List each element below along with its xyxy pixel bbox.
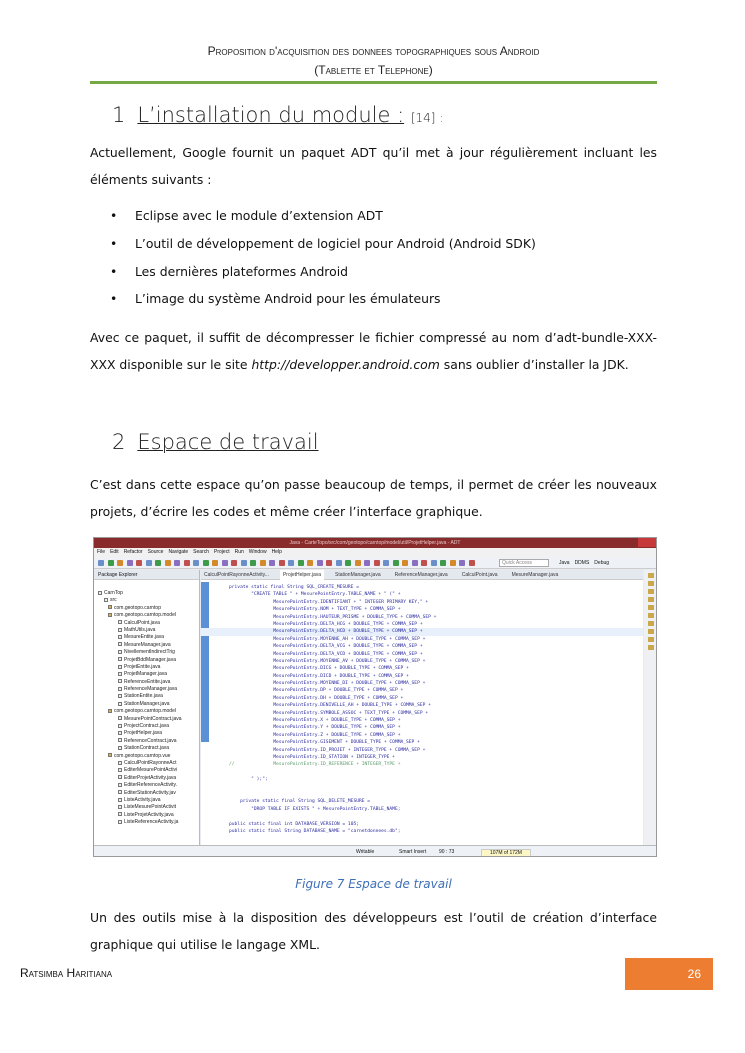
tree-item — [94, 612, 199, 619]
toolbar-icon — [374, 560, 380, 566]
tree-item — [94, 657, 199, 664]
bullet-item: • Les dernières plateformes Android — [110, 264, 348, 279]
close-icon — [638, 538, 656, 547]
java-file-icon — [118, 812, 122, 816]
toolbar-icon — [298, 560, 304, 566]
code-line: MesurePointEntry.DICD + DOUBLE_TYPE + COMMA_SEP + — [229, 673, 409, 679]
section2-paragraph: C’est dans cette espace qu’on passe beaucoup de temps, il permet de créer les nouveaux projets, d’écrire les codes et même créer l’interface graphique. — [90, 477, 657, 519]
code-line: MesurePointEntry.DELTA_HCD + DOUBLE_TYPE + COMMA_SEP + — [201, 628, 643, 635]
tree-item — [94, 597, 199, 604]
menu-item: Navigate — [168, 549, 189, 555]
toolbar-icon — [193, 560, 199, 566]
java-file-icon — [118, 724, 122, 728]
footer-author: Ratsimba Haritiana — [20, 966, 113, 980]
tree-item-label: com.geotopo.carntop.model — [114, 612, 176, 619]
package-icon — [108, 613, 112, 617]
tree-item-label: MesureManager.java — [124, 641, 171, 648]
tree-item — [94, 812, 199, 819]
editor-tab: ReferenceManager.java — [394, 572, 448, 578]
java-file-icon — [118, 798, 122, 802]
perspective-switcher: Java DDMS Debug — [559, 560, 610, 566]
code-line: MesurePointEntry.DH + DOUBLE_TYPE + COMMA_SEP + — [229, 695, 404, 701]
java-file-icon — [118, 805, 122, 809]
tree-item — [94, 745, 199, 752]
code-line — [201, 791, 643, 798]
tree-item-label: com.geotopo.carntop.model — [114, 708, 176, 715]
tree-item — [94, 686, 199, 693]
tree-item-label: ListeReferenceActivity.ja — [124, 819, 179, 826]
code-line: " );"; — [229, 777, 268, 783]
toolbar-icon — [136, 560, 142, 566]
code-line: MesurePointEntry.GISEMENT + DOUBLE_TYPE + COMMA_SEP + — [229, 740, 420, 746]
code-line — [201, 813, 643, 820]
java-file-icon — [118, 702, 122, 706]
bullet-item: • L’image du système Android pour les émulateurs — [110, 291, 441, 306]
toolbar-icon — [108, 560, 114, 566]
package-icon — [108, 709, 112, 713]
code-line: MesurePointEntry.MOYENNE_AV + DOUBLE_TYPE + COMMA_SEP + — [229, 658, 426, 664]
editor-tab: ProjetHelper.java — [280, 570, 324, 580]
status-bar — [94, 845, 657, 857]
tree-item — [94, 693, 199, 700]
toolbar-icon — [174, 560, 180, 566]
tree-item-label: EditerReferenceActivity. — [124, 782, 177, 789]
tree-item-label: ListeProjetActivity.java — [124, 811, 174, 818]
package-explorer-title: Package Explorer — [94, 570, 199, 580]
section-heading-1: 1 L’installation du module : [14] : — [112, 103, 444, 127]
java-file-icon — [118, 746, 122, 750]
tree-item — [94, 664, 199, 671]
toolbar-icon — [98, 560, 104, 566]
tree-item — [94, 649, 199, 656]
code-line: private static final String SQL_DELETE_MESURE = — [229, 799, 371, 805]
bullet-item: • Eclipse avec le module d’extension ADT — [110, 208, 383, 223]
java-file-icon — [118, 694, 122, 698]
tree-item-label: StationContract.java — [124, 745, 170, 752]
code-line: MesurePointEntry.DELTA_VCG + DOUBLE_TYPE + COMMA_SEP + — [229, 644, 423, 650]
code-line: MesurePointEntry.DENIVELLE_AH + DOUBLE_TYPE + COMMA_SEP + — [229, 703, 431, 709]
code-line: MesurePointEntry.ID_STATION + INTEGER_TYPE + — [229, 754, 395, 760]
running-header-line2: (Tablette et Telephone) — [314, 63, 433, 77]
code-line — [201, 769, 643, 776]
tree-item-label: CalculPoint.java — [124, 619, 160, 626]
editor-tab: MesureManager.java — [511, 572, 559, 578]
toolbar-icon — [155, 560, 161, 566]
tree-item-label: ListeActivity.java — [124, 796, 161, 803]
tree-item — [94, 753, 199, 760]
toolbar-icon — [212, 560, 218, 566]
code-line: // MesurePointEntry.ID_REFERENCE + INTEGER_TYPE + — [229, 762, 401, 768]
code-line: MesurePointEntry.MOYENNE_DI + DOUBLE_TYPE + COMMA_SEP + — [229, 681, 426, 687]
tree-item — [94, 790, 199, 797]
java-file-icon — [118, 775, 122, 779]
tree-item-label: EditerMesurePointActivi — [124, 767, 178, 774]
java-file-icon — [118, 820, 122, 824]
header-rule — [90, 81, 657, 84]
tree-item-label: EditerStationActivity.jav — [124, 789, 176, 796]
toolbar-icon — [345, 560, 351, 566]
window-title-bar: Java - CarteTopo/src/com/geotopo/carntop/model/util/ProjetHelper.java - ADT — [94, 538, 656, 548]
toolbar-icon — [450, 560, 456, 566]
package-icon — [108, 753, 112, 757]
tree-item-label: ReferenceEntite.java — [124, 678, 171, 685]
tree-item-label: ProjetHelper.java — [124, 730, 163, 737]
java-file-icon — [118, 665, 122, 669]
code-line: MesurePointEntry.DELTA_VCD + DOUBLE_TYPE + COMMA_SEP + — [229, 651, 423, 657]
code-line: MesurePointEntry.DP + DOUBLE_TYPE + COMMA_SEP + — [229, 688, 404, 694]
editor-tab: StationManager.java — [335, 572, 381, 578]
menu-item: Run — [234, 549, 244, 555]
tree-item — [94, 634, 199, 641]
section1-paragraph: Avec ce paquet, il suffit de décompresser le fichier compressé au nom d’adt-bundle-XXX-XXX disponible sur le site http://developper.android.com sans oublier d’installer la JDK. — [90, 330, 657, 372]
toolbar-icon — [222, 560, 228, 566]
tree-item — [94, 605, 199, 612]
toolbar-icon — [288, 560, 294, 566]
toolbar-icon — [412, 560, 418, 566]
tree-item-label: CarnTop — [104, 590, 123, 596]
toolbar-icon — [393, 560, 399, 566]
code-line: MesurePointEntry.NOM + TEXT_TYPE + COMMA_SEP + — [229, 607, 401, 613]
tree-item — [94, 708, 199, 715]
java-file-icon — [118, 768, 122, 772]
status-memory: 107M of 172M — [481, 849, 531, 857]
toolbar-icon — [355, 560, 361, 566]
status-insert-mode: Smart Insert — [399, 849, 427, 855]
java-file-icon — [118, 657, 122, 661]
toolbar-icon — [260, 560, 266, 566]
java-file-icon — [118, 738, 122, 742]
menu-item: Refactor — [123, 549, 143, 555]
code-line: MesurePointEntry.HAUTEUR_PRISME + DOUBLE_TYPE + COMMA_SEP + — [229, 614, 437, 620]
toolbar-icon — [431, 560, 437, 566]
code-line: "CREATE TABLE " + MesurePointEntry.TABLE_NAME + " (" + — [229, 592, 401, 598]
editor-tab: CalculPoint.java — [461, 572, 498, 578]
tree-item-label: StationEntite.java — [124, 693, 163, 700]
java-file-icon — [118, 679, 122, 683]
figure-caption: Figure 7 Espace de travail — [295, 877, 452, 891]
java-file-icon — [118, 783, 122, 787]
toolbar-icon — [231, 560, 237, 566]
tree-item — [94, 642, 199, 649]
tree-item-label: MesurePointContract.java — [124, 715, 182, 722]
tree-item — [94, 620, 199, 627]
toolbar-icon — [250, 560, 256, 566]
tree-item-label: StationManager.java — [124, 700, 170, 707]
tree-item-label: NivellementIndirectTrig — [124, 649, 175, 656]
toolbar-icon — [127, 560, 133, 566]
toolbar-icon — [440, 560, 446, 566]
tree-item-label: MesureEntite.java — [124, 634, 165, 641]
menu-item: Search — [193, 549, 210, 555]
code-line: public static final int DATABASE_VERSION = 105; — [229, 821, 359, 827]
java-file-icon — [118, 642, 122, 646]
tree-item — [94, 775, 199, 782]
code-line: MesurePointEntry.SYMBOLE_ASSOC + TEXT_TYPE + COMMA_SEP + — [229, 710, 429, 716]
menu-bar — [94, 548, 656, 557]
tree-item-label: ProjectContract.java — [124, 723, 170, 730]
code-line: MesurePointEntry.ID_PROJET + INTEGER_TYPE + COMMA_SEP + — [229, 747, 426, 753]
toolbar-icon — [402, 560, 408, 566]
toolbar-icon — [269, 560, 275, 566]
toolbar-icon — [317, 560, 323, 566]
tree-item — [94, 797, 199, 804]
tree-item — [94, 679, 199, 686]
tree-item — [94, 738, 199, 745]
code-line: MesurePointEntry.IDENTIFIANT + " INTEGER PRIMARY KEY," + — [229, 599, 429, 605]
toolbar-icon — [146, 560, 152, 566]
tree-item — [94, 723, 199, 730]
java-file-icon — [118, 650, 122, 654]
java-file-icon — [118, 635, 122, 639]
running-header-line1: Proposition d'acquisition des donnees topographiques sous Android — [207, 44, 540, 58]
menu-item: Window — [248, 549, 267, 555]
right-trim-toolbar — [644, 570, 657, 845]
code-line: MesurePointEntry.Y + DOUBLE_TYPE + COMMA_SEP + — [229, 725, 401, 731]
code-line: MesurePointEntry.X + DOUBLE_TYPE + COMMA_SEP + — [229, 718, 401, 724]
menu-item: Project — [214, 549, 230, 555]
menu-item: Edit — [110, 549, 119, 555]
menu-item: Source — [147, 549, 164, 555]
tree-item — [94, 627, 199, 634]
tree-item-label: CalculPointRayonneAct — [124, 759, 177, 766]
quick-access-field: Quick Access — [499, 559, 549, 567]
java-file-icon — [118, 761, 122, 765]
package-icon — [104, 598, 108, 602]
code-editor — [201, 570, 643, 845]
toolbar-icon — [184, 560, 190, 566]
code-line: MesurePointEntry.DICG + DOUBLE_TYPE + COMMA_SEP + — [229, 666, 409, 672]
website-link[interactable]: http://developper.android.com — [251, 357, 440, 372]
tree-item — [94, 716, 199, 723]
code-line: "DROP TABLE IF EXISTS " + MesurePointEntry.TABLE_NAME; — [229, 806, 401, 812]
code-line: MesurePointEntry.Z + DOUBLE_TYPE + COMMA_SEP + — [229, 732, 401, 738]
tree-item — [94, 671, 199, 678]
menu-item: Help — [271, 549, 282, 555]
tree-item — [94, 760, 199, 767]
code-line: MesurePointEntry.MOYENNE_AH + DOUBLE_TYPE + COMMA_SEP + — [229, 636, 426, 642]
tree-item — [94, 819, 199, 826]
toolbar-icon — [364, 560, 370, 566]
status-writable: Writable — [356, 849, 375, 855]
tree-item — [94, 767, 199, 774]
toolbar-icon — [203, 560, 209, 566]
section3-paragraph: Un des outils mise à la disposition des développeurs est l’outil de création d’interface graphique qui utilise le langage XML. — [90, 910, 657, 952]
tree-item-label: com.geotopo.carntop — [114, 604, 161, 611]
eclipse-screenshot-figure — [93, 537, 657, 857]
status-cursor-position: 90 : 73 — [439, 849, 455, 855]
tree-item — [94, 804, 199, 811]
toolbar-icon — [117, 560, 123, 566]
java-file-icon — [118, 716, 122, 720]
code-line: MesurePointEntry.DELTA_HCG + DOUBLE_TYPE + COMMA_SEP + — [229, 621, 423, 627]
tree-item — [94, 730, 199, 737]
section-heading-2: 2 Espace de travail — [112, 430, 319, 454]
toolbar-icon — [279, 560, 285, 566]
tree-item — [94, 590, 199, 597]
editor-tab: CalculPointRayonneActivity... — [204, 572, 269, 578]
bullet-item: • L’outil de développement de logiciel pour Android (Android SDK) — [110, 236, 536, 251]
java-file-icon — [118, 790, 122, 794]
tree-item-label: ReferenceManager.java — [124, 686, 178, 693]
package-icon — [98, 591, 102, 595]
java-file-icon — [118, 628, 122, 632]
toolbar-icon — [421, 560, 427, 566]
java-file-icon — [118, 620, 122, 624]
toolbar-icon — [459, 560, 465, 566]
package-explorer — [94, 570, 200, 845]
java-file-icon — [118, 731, 122, 735]
section1-intro: Actuellement, Google fournit un paquet ADT qu’il met à jour régulièrement incluant les éléments suivants : — [90, 145, 657, 187]
package-icon — [108, 605, 112, 609]
tree-item-label: ProjetBddManager.java — [124, 656, 176, 663]
toolbar-icon — [383, 560, 389, 566]
tree-item-label: ProjetEntite.java — [124, 663, 161, 670]
tree-item — [94, 782, 199, 789]
menu-item: File — [97, 549, 106, 555]
tree-item-label: com.geotopo.carntop.vue — [114, 752, 171, 759]
tree-item-label: ReferenceContract.java — [124, 737, 177, 744]
tree-item-label: EditerProjetActivity.java — [124, 774, 177, 781]
code-line: public static final String DATABASE_NAME = "carnetdonnees.db"; — [229, 828, 401, 834]
toolbar-icon — [469, 560, 475, 566]
toolbar-icon — [336, 560, 342, 566]
java-file-icon — [118, 672, 122, 676]
toolbar-icon — [165, 560, 171, 566]
tree-item-label: src — [110, 597, 117, 604]
tree-item-label: ListeMesurePointActivit — [124, 804, 176, 811]
tree-item-label: ProjetManager.java — [124, 671, 168, 678]
toolbar-icon — [307, 560, 313, 566]
toolbar — [94, 557, 656, 569]
tree-item — [94, 701, 199, 708]
tree-item-label: MathUtils.java — [124, 626, 156, 633]
toolbar-icon — [326, 560, 332, 566]
java-file-icon — [118, 687, 122, 691]
toolbar-icon — [241, 560, 247, 566]
code-line — [201, 784, 643, 791]
code-line: private static final String SQL_CREATE_MESURE = — [229, 585, 359, 590]
page-number: 26 — [625, 958, 713, 990]
